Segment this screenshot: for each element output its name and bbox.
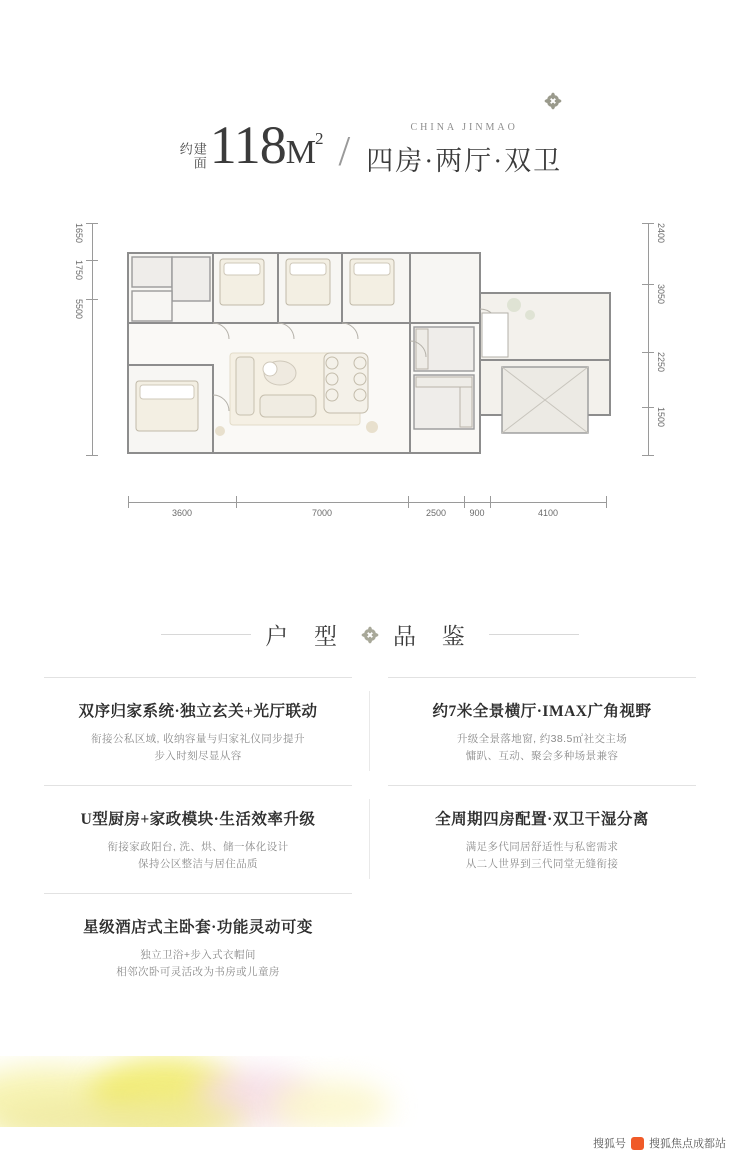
left-tick xyxy=(86,455,98,456)
bottom-dim-0: 3600 xyxy=(171,508,193,518)
section-title xyxy=(0,618,740,651)
bottom-tick xyxy=(490,496,491,508)
feature-line: 满足多代同居舒适性与私密需求 xyxy=(465,841,619,853)
left-tick xyxy=(86,223,98,224)
bottom-dim-1: 7000 xyxy=(311,508,333,518)
section-rule-right xyxy=(489,634,579,635)
feature-title: 全周期四房配置·双卫干湿分离 xyxy=(435,811,649,828)
bottom-tick xyxy=(128,496,129,508)
credit-text: 搜狐焦点成都站 xyxy=(649,1138,726,1150)
feature-line: 升级全景落地窗, 约38.5㎡社交主场 xyxy=(456,733,628,745)
credit-prefix: 搜狐号 xyxy=(593,1138,626,1150)
area-number: 118 xyxy=(209,115,286,175)
right-dim-0: 2400 xyxy=(656,223,666,244)
right-dim-line xyxy=(648,223,649,455)
right-dim-1: 3050 xyxy=(656,284,666,305)
right-dim-2: 2250 xyxy=(656,352,666,373)
bottom-dim-3: 900 xyxy=(469,508,485,518)
feature-line: 从二人世界到三代同堂无缝衔接 xyxy=(465,858,619,870)
watercolor-blob xyxy=(270,1081,390,1131)
left-dim-line xyxy=(92,223,93,455)
bottom-tick xyxy=(236,496,237,508)
right-dim-3: 1500 xyxy=(656,407,666,428)
left-tick xyxy=(86,299,98,300)
title-separator: / xyxy=(338,129,351,175)
right-tick xyxy=(642,455,654,456)
source-credit xyxy=(593,1135,726,1151)
left-dim-2: 5500 xyxy=(74,299,84,320)
bottom-dim-line xyxy=(128,502,606,503)
floorplan-drawing xyxy=(110,245,640,495)
bottom-tick xyxy=(606,496,607,508)
floorplan-svg xyxy=(110,245,640,495)
section-word-right: 品 鉴 xyxy=(393,624,475,649)
feature-title: 双序归家系统·独立玄关+光厅联动 xyxy=(78,703,318,720)
feature-title: 约7米全景横厅·IMAX广角视野 xyxy=(432,703,652,720)
right-tick xyxy=(642,352,654,353)
bottom-tick xyxy=(464,496,465,508)
floorplan-diagram xyxy=(0,200,740,600)
area-unit: M xyxy=(285,134,316,171)
feature-item-4 xyxy=(44,893,352,1001)
right-tick xyxy=(642,284,654,285)
feature-line: 衔接家政阳台, 洗、烘、储一体化设计 xyxy=(107,841,289,853)
bottom-tick xyxy=(408,496,409,508)
feature-item-1 xyxy=(388,677,696,785)
footer-decoration xyxy=(0,1056,740,1161)
left-dim-0: 1650 xyxy=(74,223,84,244)
left-dim-1: 1750 xyxy=(74,260,84,281)
flower-icon xyxy=(361,626,379,644)
area-value xyxy=(210,112,323,180)
title-right xyxy=(366,122,562,178)
section-rule-left xyxy=(161,634,251,635)
feature-title: U型厨房+家政模块·生活效率升级 xyxy=(80,811,316,828)
feature-line: 保持公区整洁与居住品质 xyxy=(138,858,258,870)
brand-name-en: CHINA JINMAO xyxy=(410,122,518,133)
feature-title: 星级酒店式主卧套·功能灵动可变 xyxy=(83,919,313,936)
right-tick xyxy=(642,223,654,224)
feature-item-3 xyxy=(388,785,696,893)
page-header xyxy=(0,0,740,180)
feature-line: 衔接公私区域, 收纳容量与归家礼仪同步提升 xyxy=(91,733,305,745)
feature-item-2 xyxy=(44,785,352,893)
section-word-left: 户 型 xyxy=(265,624,347,649)
feature-item-0 xyxy=(44,677,352,785)
bottom-dim-4: 4100 xyxy=(537,508,559,518)
area-unit-sup: 2 xyxy=(315,129,323,148)
room-type-label: 四房·两厅·双卫 xyxy=(366,146,563,176)
bottom-dim-2: 2500 xyxy=(425,508,447,518)
area-prefix: 建面约 xyxy=(177,142,207,170)
sohu-fox-icon xyxy=(631,1137,644,1150)
right-tick xyxy=(642,407,654,408)
feature-grid xyxy=(44,677,696,1001)
feature-line: 步入时刻尽显从容 xyxy=(154,750,242,762)
left-tick xyxy=(86,260,98,261)
title-row xyxy=(178,112,562,180)
flower-icon xyxy=(544,92,562,110)
feature-line: 独立卫浴+步入式衣帽间 xyxy=(140,949,256,961)
feature-line: 相邻次卧可灵活改为书房或儿童房 xyxy=(116,966,280,978)
feature-line: 慵趴、互动、聚会多种场景兼容 xyxy=(465,750,619,762)
